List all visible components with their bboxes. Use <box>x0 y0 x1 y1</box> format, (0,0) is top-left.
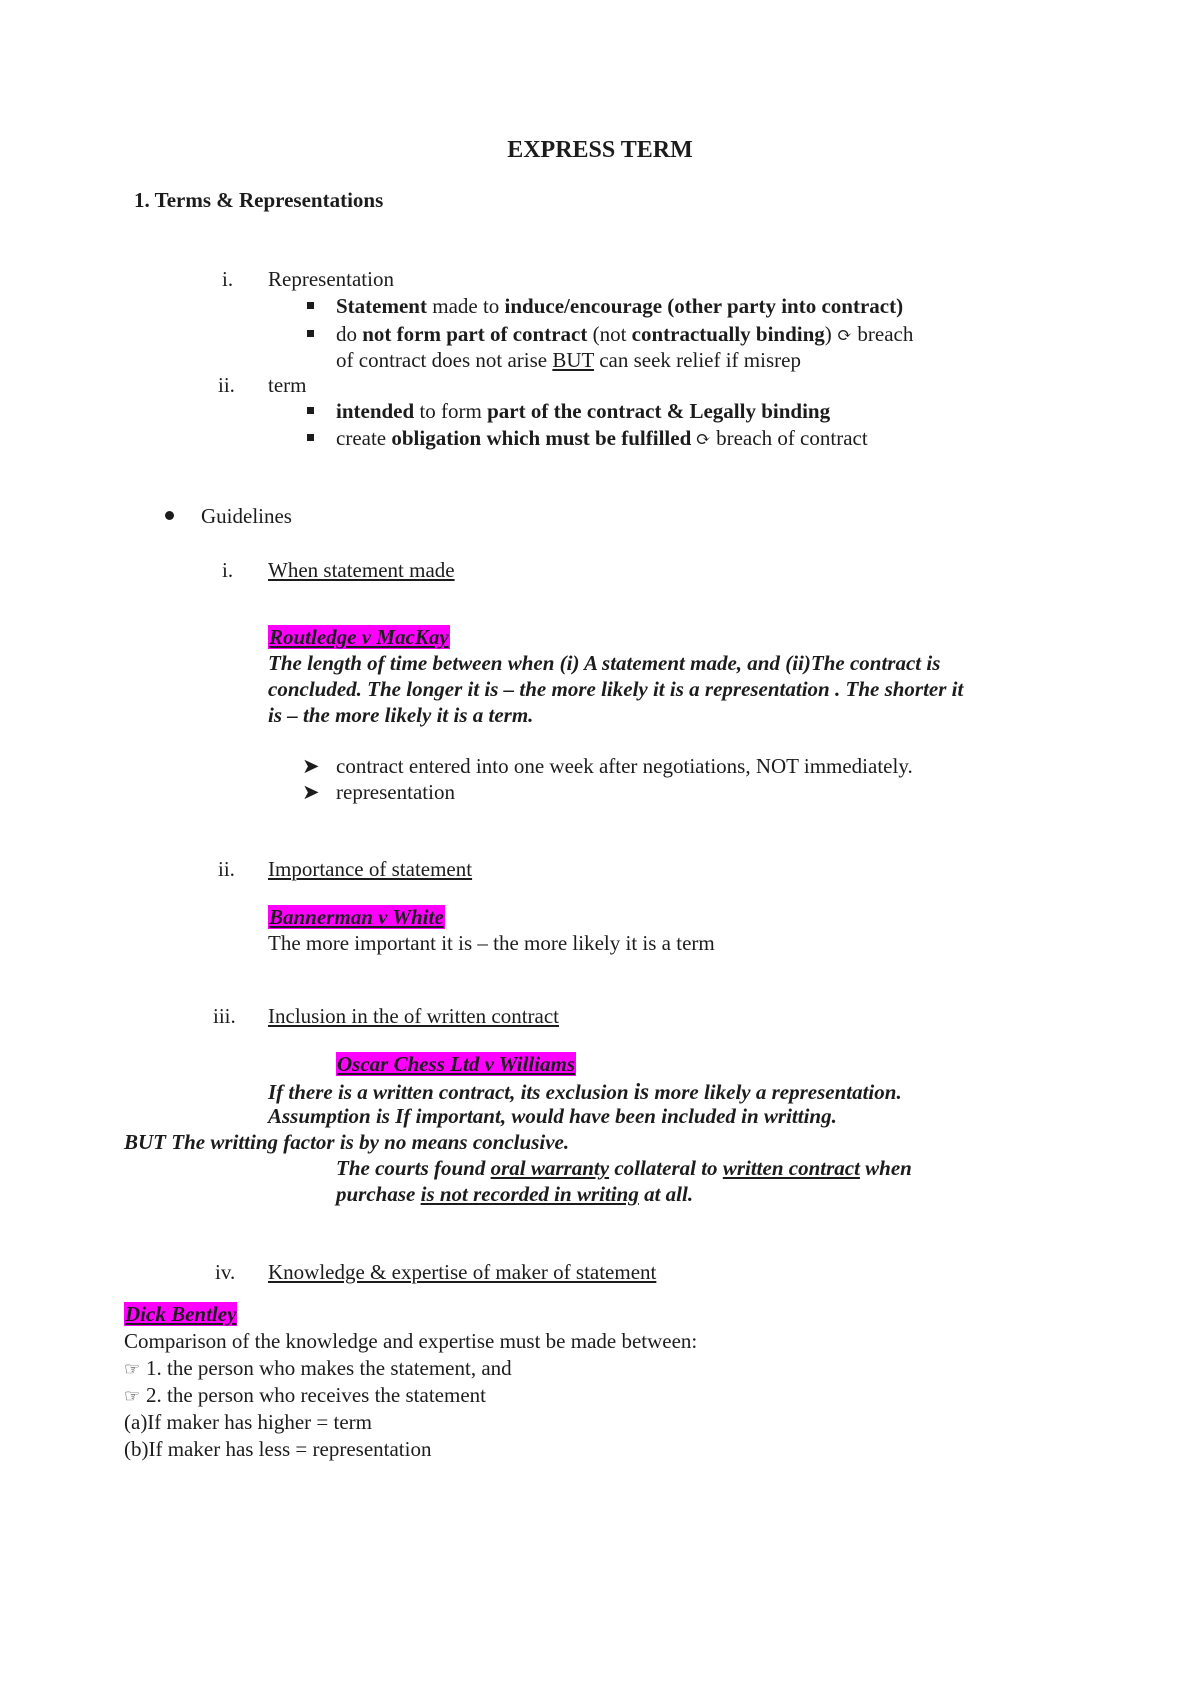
arrow-bullet-icon: ➤ <box>302 754 320 778</box>
guideline-2-numeral: ii. <box>218 857 235 881</box>
guideline-3-text-line-4: The courts found oral warranty collateral to written contract when <box>336 1156 912 1180</box>
guideline-3-numeral: iii. <box>213 1004 236 1028</box>
section-heading <box>134 188 383 213</box>
guideline-3-text-line-2: Assumption is If important, would have been included in writting. <box>268 1104 837 1128</box>
case-name-routledge: Routledge v MacKay <box>269 625 449 649</box>
case-name-bannerman: Bannerman v White <box>269 905 444 929</box>
guideline-4-outcome-a: (a)If maker has higher = term <box>124 1410 372 1434</box>
guideline-2-text: The more important it is – the more likely it is a term <box>268 931 715 955</box>
section-number: 1. <box>134 188 150 212</box>
guideline-3-text-line-5: purchase is not recorded in writing at all. <box>336 1182 694 1206</box>
representation-point-2-continued: of contract does not arise BUT can seek relief if misrep <box>336 348 801 372</box>
page-title: EXPRESS TERM <box>507 137 693 163</box>
guideline-4-outcome-b: (b)If maker has less = representation <box>124 1437 432 1461</box>
guideline-4-point-1: ☞ 1. the person who makes the statement, and <box>124 1356 512 1380</box>
guideline-1-arrow-point-1: contract entered into one week after negotiations, NOT immediately. <box>336 754 913 778</box>
square-bullet-icon <box>307 302 314 309</box>
square-bullet-icon <box>307 407 314 414</box>
case-name-dick-bentley: Dick Bentley <box>125 1302 237 1326</box>
section-title: Terms & Representations <box>154 188 384 212</box>
guidelines-label: Guidelines <box>201 504 292 528</box>
guideline-2-heading: Importance of statement <box>268 857 473 881</box>
representation-label: Representation <box>268 267 394 291</box>
representation-point-1: Statement made to induce/encourage (other party into contract) <box>336 294 904 318</box>
guideline-3-heading: Inclusion in the of written contract <box>268 1004 559 1028</box>
term-point-1: intended to form part of the contract & Legally binding <box>336 399 831 423</box>
square-bullet-icon <box>307 330 314 337</box>
guideline-4-numeral: iv. <box>215 1260 236 1284</box>
guideline-4-text: Comparison of the knowledge and expertise must be made between: <box>124 1329 698 1353</box>
guideline-1-text-line-2: concluded. The longer it is – the more likely it is a representation . The shorter it <box>268 677 964 701</box>
guideline-1-arrow-point-2: representation <box>336 780 455 804</box>
guideline-4-point-2: ☞ 2. the person who receives the statement <box>124 1383 486 1407</box>
square-bullet-icon <box>307 434 314 441</box>
representation-numeral: i. <box>222 267 234 291</box>
guideline-3-text-line-1: If there is a written contract, its exclusion is more likely a representation. <box>268 1079 902 1104</box>
term-point-2: create obligation which must be fulfilled ⟳ breach of contract <box>336 426 868 450</box>
guideline-1-text-line-1: The length of time between when (i) A statement made, and (ii)The contract is <box>268 651 941 675</box>
arrow-glyph-icon: ⟳ <box>691 429 711 449</box>
term-numeral: ii. <box>218 373 235 397</box>
arrow-glyph-icon: ⟳ <box>837 325 853 345</box>
pointing-hand-icon: ☞ <box>124 1359 141 1379</box>
guideline-1-heading: When statement made <box>268 558 455 582</box>
guideline-3-text-line-3: BUT The writting factor is by no means conclusive. <box>124 1130 570 1154</box>
case-name-oscar-chess: Oscar Chess Ltd v Williams <box>337 1052 576 1076</box>
round-bullet-icon <box>165 511 174 520</box>
representation-point-2: do not form part of contract (not contractually binding) ⟳ breach <box>336 322 914 346</box>
guideline-1-numeral: i. <box>222 558 234 582</box>
pointing-hand-icon: ☞ <box>124 1386 141 1406</box>
guideline-4-heading: Knowledge & expertise of maker of statement <box>268 1260 657 1284</box>
guideline-1-text-line-3: is – the more likely it is a term. <box>268 703 534 727</box>
arrow-bullet-icon: ➤ <box>302 780 320 804</box>
term-label: term <box>268 373 307 397</box>
